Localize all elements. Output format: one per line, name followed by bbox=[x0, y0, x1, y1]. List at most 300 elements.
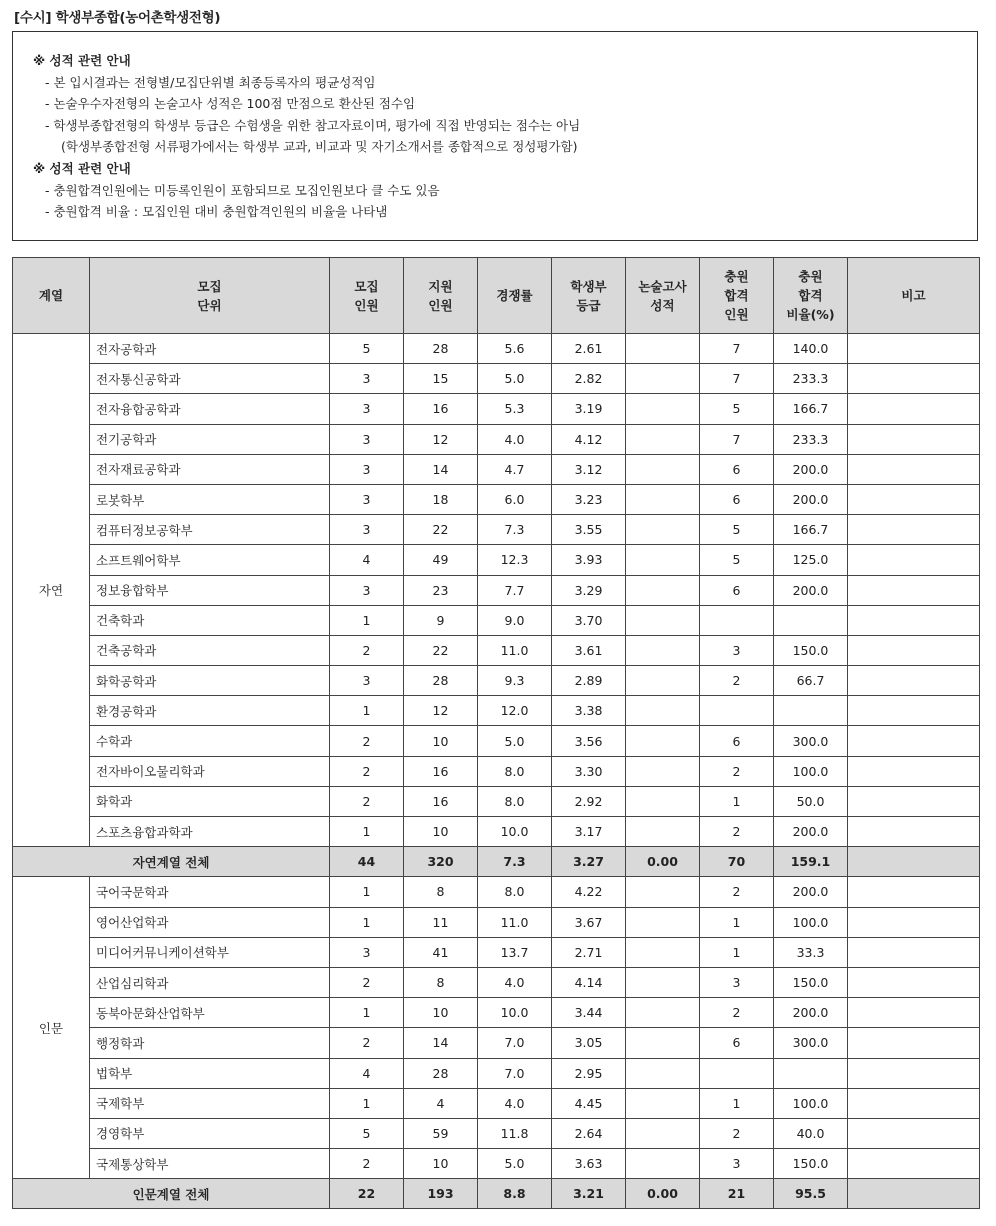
data-cell: 14 bbox=[404, 454, 478, 484]
total-cell: 320 bbox=[404, 847, 478, 877]
data-cell: 100.0 bbox=[774, 1088, 848, 1118]
data-cell: 2 bbox=[700, 998, 774, 1028]
data-cell: 200.0 bbox=[774, 454, 848, 484]
total-cell: 8.8 bbox=[478, 1179, 552, 1209]
data-cell: 2 bbox=[330, 635, 404, 665]
data-cell bbox=[626, 1149, 700, 1179]
data-cell bbox=[626, 786, 700, 816]
data-cell: 5 bbox=[700, 394, 774, 424]
data-cell: 7 bbox=[700, 364, 774, 394]
data-cell: 1 bbox=[330, 605, 404, 635]
department-name: 환경공학과 bbox=[90, 696, 330, 726]
data-cell: 100.0 bbox=[774, 756, 848, 786]
data-cell bbox=[848, 998, 980, 1028]
data-cell: 11 bbox=[404, 907, 478, 937]
data-cell: 4.7 bbox=[478, 454, 552, 484]
data-cell: 2 bbox=[330, 756, 404, 786]
department-name: 화학공학과 bbox=[90, 666, 330, 696]
notes-heading: ※ 성적 관련 안내 bbox=[33, 160, 131, 176]
data-cell: 5.0 bbox=[478, 1149, 552, 1179]
data-cell: 3.19 bbox=[552, 394, 626, 424]
data-cell bbox=[848, 666, 980, 696]
data-cell: 200.0 bbox=[774, 575, 848, 605]
data-cell bbox=[626, 666, 700, 696]
data-cell: 4 bbox=[330, 1058, 404, 1088]
notes-item: - 충원합격인원에는 미등록인원이 포함되므로 모집인원보다 클 수도 있음 bbox=[45, 182, 440, 198]
data-cell: 3.44 bbox=[552, 998, 626, 1028]
total-label: 인문계열 전체 bbox=[13, 1179, 330, 1209]
data-cell: 28 bbox=[404, 1058, 478, 1088]
data-cell bbox=[848, 454, 980, 484]
data-cell: 300.0 bbox=[774, 726, 848, 756]
group-label: 자연 bbox=[13, 334, 90, 847]
column-header: 지원 인원 bbox=[404, 258, 478, 334]
total-cell: 95.5 bbox=[774, 1179, 848, 1209]
data-cell: 10 bbox=[404, 726, 478, 756]
data-cell bbox=[626, 605, 700, 635]
table-row bbox=[13, 545, 980, 575]
total-cell: 22 bbox=[330, 1179, 404, 1209]
total-cell: 3.27 bbox=[552, 847, 626, 877]
data-cell bbox=[848, 605, 980, 635]
table-row bbox=[13, 1149, 980, 1179]
total-row bbox=[13, 1179, 980, 1209]
data-cell bbox=[626, 454, 700, 484]
department-name: 수학과 bbox=[90, 726, 330, 756]
total-cell: 0.00 bbox=[626, 1179, 700, 1209]
total-label: 자연계열 전체 bbox=[13, 847, 330, 877]
data-cell: 13.7 bbox=[478, 937, 552, 967]
data-cell bbox=[848, 1118, 980, 1148]
data-cell: 22 bbox=[404, 635, 478, 665]
department-name: 건축공학과 bbox=[90, 635, 330, 665]
data-cell: 150.0 bbox=[774, 1149, 848, 1179]
total-cell bbox=[848, 847, 980, 877]
table-row bbox=[13, 394, 980, 424]
data-cell: 7.7 bbox=[478, 575, 552, 605]
table-row bbox=[13, 424, 980, 454]
data-cell: 3.61 bbox=[552, 635, 626, 665]
data-cell: 8.0 bbox=[478, 877, 552, 907]
data-cell: 11.0 bbox=[478, 635, 552, 665]
table-row bbox=[13, 454, 980, 484]
data-cell: 3.67 bbox=[552, 907, 626, 937]
department-name: 전자재료공학과 bbox=[90, 454, 330, 484]
data-cell: 125.0 bbox=[774, 545, 848, 575]
data-cell bbox=[626, 575, 700, 605]
data-cell bbox=[848, 1028, 980, 1058]
total-cell bbox=[848, 1179, 980, 1209]
column-header: 모집 인원 bbox=[330, 258, 404, 334]
department-name: 소프트웨어학부 bbox=[90, 545, 330, 575]
data-cell: 9.0 bbox=[478, 605, 552, 635]
data-cell: 7 bbox=[700, 424, 774, 454]
notes-heading: ※ 성적 관련 안내 bbox=[33, 53, 131, 68]
data-cell bbox=[626, 937, 700, 967]
data-cell bbox=[848, 877, 980, 907]
table-row bbox=[13, 484, 980, 514]
data-cell: 2.95 bbox=[552, 1058, 626, 1088]
data-cell: 12.0 bbox=[478, 696, 552, 726]
department-name: 화학과 bbox=[90, 786, 330, 816]
data-cell bbox=[626, 696, 700, 726]
department-name: 건축학과 bbox=[90, 605, 330, 635]
table-row bbox=[13, 877, 980, 907]
table-row bbox=[13, 334, 980, 364]
data-cell: 2.61 bbox=[552, 334, 626, 364]
data-cell: 3 bbox=[330, 424, 404, 454]
data-cell bbox=[848, 575, 980, 605]
data-cell: 140.0 bbox=[774, 334, 848, 364]
data-cell: 22 bbox=[404, 515, 478, 545]
data-cell: 3 bbox=[700, 1149, 774, 1179]
column-header: 계열 bbox=[13, 258, 90, 334]
table-row bbox=[13, 1058, 980, 1088]
data-cell bbox=[626, 1088, 700, 1118]
data-cell: 2.71 bbox=[552, 937, 626, 967]
data-cell: 5 bbox=[700, 515, 774, 545]
data-cell: 2 bbox=[330, 726, 404, 756]
data-cell: 3 bbox=[330, 454, 404, 484]
column-header: 충원 합격 비율(%) bbox=[774, 258, 848, 334]
data-cell bbox=[626, 907, 700, 937]
data-cell: 150.0 bbox=[774, 967, 848, 997]
data-cell: 2 bbox=[700, 666, 774, 696]
data-cell: 14 bbox=[404, 1028, 478, 1058]
total-row bbox=[13, 847, 980, 877]
data-cell: 1 bbox=[330, 696, 404, 726]
data-cell bbox=[848, 756, 980, 786]
department-name: 산업심리학과 bbox=[90, 967, 330, 997]
total-cell: 44 bbox=[330, 847, 404, 877]
department-name: 법학부 bbox=[90, 1058, 330, 1088]
data-cell: 5.0 bbox=[478, 364, 552, 394]
department-name: 전자공학과 bbox=[90, 334, 330, 364]
data-cell bbox=[626, 1118, 700, 1148]
data-cell bbox=[848, 1149, 980, 1179]
data-cell: 3 bbox=[700, 967, 774, 997]
data-cell bbox=[848, 1058, 980, 1088]
department-name: 동북아문화산업학부 bbox=[90, 998, 330, 1028]
data-cell: 4.14 bbox=[552, 967, 626, 997]
data-cell bbox=[626, 424, 700, 454]
table-row bbox=[13, 1088, 980, 1118]
data-cell: 5 bbox=[700, 545, 774, 575]
data-cell: 2 bbox=[330, 1028, 404, 1058]
data-cell: 10 bbox=[404, 1149, 478, 1179]
data-cell: 2 bbox=[700, 756, 774, 786]
table-row bbox=[13, 907, 980, 937]
table-row bbox=[13, 998, 980, 1028]
notes-item: - 충원합격 비율 : 모집인원 대비 충원합격인원의 비율을 나타냄 bbox=[45, 204, 388, 220]
data-cell: 6 bbox=[700, 575, 774, 605]
data-cell: 2 bbox=[700, 817, 774, 847]
data-cell: 7.0 bbox=[478, 1058, 552, 1088]
total-cell: 3.21 bbox=[552, 1179, 626, 1209]
data-cell: 11.0 bbox=[478, 907, 552, 937]
data-cell bbox=[848, 696, 980, 726]
data-cell: 3.70 bbox=[552, 605, 626, 635]
data-cell: 6 bbox=[700, 484, 774, 514]
data-cell bbox=[626, 817, 700, 847]
data-cell: 49 bbox=[404, 545, 478, 575]
data-cell: 150.0 bbox=[774, 635, 848, 665]
data-cell: 8.0 bbox=[478, 786, 552, 816]
data-cell: 200.0 bbox=[774, 877, 848, 907]
data-cell: 5.0 bbox=[478, 726, 552, 756]
data-cell: 59 bbox=[404, 1118, 478, 1148]
data-cell: 33.3 bbox=[774, 937, 848, 967]
table-row bbox=[13, 696, 980, 726]
data-cell: 3.12 bbox=[552, 454, 626, 484]
data-cell: 1 bbox=[700, 907, 774, 937]
data-cell: 233.3 bbox=[774, 424, 848, 454]
data-cell: 23 bbox=[404, 575, 478, 605]
department-name: 미디어커뮤니케이션학부 bbox=[90, 937, 330, 967]
data-cell: 7.0 bbox=[478, 1028, 552, 1058]
total-cell: 193 bbox=[404, 1179, 478, 1209]
total-cell: 159.1 bbox=[774, 847, 848, 877]
data-cell: 3 bbox=[330, 394, 404, 424]
data-cell: 2 bbox=[330, 786, 404, 816]
data-cell bbox=[700, 605, 774, 635]
data-cell: 9 bbox=[404, 605, 478, 635]
data-cell bbox=[848, 394, 980, 424]
data-cell: 3.29 bbox=[552, 575, 626, 605]
data-cell: 3 bbox=[330, 515, 404, 545]
data-cell: 11.8 bbox=[478, 1118, 552, 1148]
department-name: 영어산업학과 bbox=[90, 907, 330, 937]
data-cell: 12.3 bbox=[478, 545, 552, 575]
department-name: 전기공학과 bbox=[90, 424, 330, 454]
data-cell: 4.45 bbox=[552, 1088, 626, 1118]
data-cell: 10.0 bbox=[478, 817, 552, 847]
data-cell bbox=[774, 605, 848, 635]
department-name: 국어국문학과 bbox=[90, 877, 330, 907]
data-cell: 6.0 bbox=[478, 484, 552, 514]
data-cell: 3 bbox=[330, 484, 404, 514]
data-cell: 100.0 bbox=[774, 907, 848, 937]
department-name: 스포츠융합과학과 bbox=[90, 817, 330, 847]
data-cell bbox=[700, 1058, 774, 1088]
data-cell: 6 bbox=[700, 454, 774, 484]
data-cell bbox=[848, 967, 980, 997]
department-name: 로봇학부 bbox=[90, 484, 330, 514]
data-cell: 4.0 bbox=[478, 1088, 552, 1118]
column-header: 충원 합격 인원 bbox=[700, 258, 774, 334]
department-name: 전자바이오물리학과 bbox=[90, 756, 330, 786]
data-cell: 1 bbox=[330, 1088, 404, 1118]
table-row bbox=[13, 515, 980, 545]
table-row bbox=[13, 817, 980, 847]
data-cell: 300.0 bbox=[774, 1028, 848, 1058]
table-row bbox=[13, 575, 980, 605]
data-cell: 4 bbox=[330, 545, 404, 575]
data-cell: 1 bbox=[330, 998, 404, 1028]
data-cell: 1 bbox=[700, 937, 774, 967]
data-cell: 166.7 bbox=[774, 394, 848, 424]
data-cell bbox=[848, 545, 980, 575]
data-cell: 200.0 bbox=[774, 817, 848, 847]
data-cell bbox=[626, 545, 700, 575]
data-cell: 3 bbox=[330, 666, 404, 696]
data-cell: 40.0 bbox=[774, 1118, 848, 1148]
data-cell: 4.0 bbox=[478, 967, 552, 997]
data-cell bbox=[626, 515, 700, 545]
data-cell: 50.0 bbox=[774, 786, 848, 816]
table-row bbox=[13, 967, 980, 997]
data-cell: 18 bbox=[404, 484, 478, 514]
data-cell: 4.22 bbox=[552, 877, 626, 907]
data-cell bbox=[848, 937, 980, 967]
data-cell bbox=[626, 726, 700, 756]
total-cell: 70 bbox=[700, 847, 774, 877]
table-row bbox=[13, 635, 980, 665]
data-cell bbox=[848, 424, 980, 454]
group-label: 인문 bbox=[13, 877, 90, 1179]
data-cell: 16 bbox=[404, 756, 478, 786]
data-cell bbox=[848, 907, 980, 937]
data-cell bbox=[848, 364, 980, 394]
data-cell bbox=[626, 394, 700, 424]
data-cell: 1 bbox=[330, 877, 404, 907]
table-row bbox=[13, 364, 980, 394]
data-cell: 5.6 bbox=[478, 334, 552, 364]
data-cell: 3.38 bbox=[552, 696, 626, 726]
data-cell: 9.3 bbox=[478, 666, 552, 696]
data-cell bbox=[626, 998, 700, 1028]
data-cell: 3.55 bbox=[552, 515, 626, 545]
data-cell: 12 bbox=[404, 696, 478, 726]
data-cell: 1 bbox=[700, 786, 774, 816]
data-cell: 8 bbox=[404, 967, 478, 997]
data-cell: 8 bbox=[404, 877, 478, 907]
data-cell bbox=[626, 1058, 700, 1088]
data-cell bbox=[626, 484, 700, 514]
data-cell: 3.93 bbox=[552, 545, 626, 575]
data-cell bbox=[626, 334, 700, 364]
column-header: 비고 bbox=[848, 258, 980, 334]
data-cell: 3.05 bbox=[552, 1028, 626, 1058]
department-name: 정보융합학부 bbox=[90, 575, 330, 605]
data-cell bbox=[848, 334, 980, 364]
data-cell: 233.3 bbox=[774, 364, 848, 394]
notes-item: - 본 입시결과는 전형별/모집단위별 최종등록자의 평균성적임 bbox=[45, 74, 376, 90]
data-cell: 1 bbox=[700, 1088, 774, 1118]
column-header: 경쟁률 bbox=[478, 258, 552, 334]
column-header: 논술고사 성적 bbox=[626, 258, 700, 334]
data-cell bbox=[626, 1028, 700, 1058]
data-cell: 3 bbox=[330, 937, 404, 967]
data-cell: 2 bbox=[700, 877, 774, 907]
data-cell: 200.0 bbox=[774, 484, 848, 514]
department-name: 컴퓨터정보공학부 bbox=[90, 515, 330, 545]
data-cell: 12 bbox=[404, 424, 478, 454]
table-row bbox=[13, 605, 980, 635]
table-row bbox=[13, 1118, 980, 1148]
data-cell: 2 bbox=[330, 1149, 404, 1179]
data-cell bbox=[626, 635, 700, 665]
data-cell: 2 bbox=[700, 1118, 774, 1148]
data-cell bbox=[626, 756, 700, 786]
data-cell: 28 bbox=[404, 334, 478, 364]
data-cell: 7 bbox=[700, 334, 774, 364]
data-cell bbox=[848, 786, 980, 816]
department-name: 국제학부 bbox=[90, 1088, 330, 1118]
data-cell: 5 bbox=[330, 1118, 404, 1148]
data-cell: 3 bbox=[330, 575, 404, 605]
results-table bbox=[12, 257, 980, 1209]
data-cell: 3 bbox=[330, 364, 404, 394]
data-cell: 2.64 bbox=[552, 1118, 626, 1148]
data-cell: 3.63 bbox=[552, 1149, 626, 1179]
notes-item: - 논술우수자전형의 논술고사 성적은 100점 만점으로 환산된 점수임 bbox=[45, 96, 416, 112]
data-cell: 4.12 bbox=[552, 424, 626, 454]
data-cell: 3 bbox=[700, 635, 774, 665]
data-cell: 7.3 bbox=[478, 515, 552, 545]
data-cell: 5.3 bbox=[478, 394, 552, 424]
data-cell: 6 bbox=[700, 726, 774, 756]
notes-item: - 학생부종합전형의 학생부 등급은 수험생을 위한 참고자료이며, 평가에 직접 반영되는 점수는 아님 bbox=[45, 117, 581, 133]
data-cell: 1 bbox=[330, 907, 404, 937]
data-cell bbox=[626, 364, 700, 394]
column-header: 학생부 등급 bbox=[552, 258, 626, 334]
data-cell: 166.7 bbox=[774, 515, 848, 545]
data-cell: 3.56 bbox=[552, 726, 626, 756]
data-cell: 2 bbox=[330, 967, 404, 997]
department-name: 행정학과 bbox=[90, 1028, 330, 1058]
data-cell bbox=[848, 484, 980, 514]
data-cell: 3.23 bbox=[552, 484, 626, 514]
data-cell: 10 bbox=[404, 817, 478, 847]
table-row bbox=[13, 726, 980, 756]
header-row bbox=[13, 258, 980, 334]
data-cell: 16 bbox=[404, 394, 478, 424]
data-cell bbox=[848, 726, 980, 756]
department-name: 전자통신공학과 bbox=[90, 364, 330, 394]
notes-box bbox=[12, 31, 978, 241]
data-cell: 4.0 bbox=[478, 424, 552, 454]
table-row bbox=[13, 1028, 980, 1058]
data-cell: 2.82 bbox=[552, 364, 626, 394]
department-name: 전자융합공학과 bbox=[90, 394, 330, 424]
column-header: 모집 단위 bbox=[90, 258, 330, 334]
data-cell: 4 bbox=[404, 1088, 478, 1118]
total-cell: 21 bbox=[700, 1179, 774, 1209]
data-cell bbox=[848, 635, 980, 665]
data-cell bbox=[626, 877, 700, 907]
data-cell: 2.89 bbox=[552, 666, 626, 696]
department-name: 국제통상학부 bbox=[90, 1149, 330, 1179]
page-title: [수시] 학생부종합(농어촌학생전형) bbox=[14, 10, 221, 26]
data-cell bbox=[774, 696, 848, 726]
total-cell: 0.00 bbox=[626, 847, 700, 877]
data-cell: 6 bbox=[700, 1028, 774, 1058]
data-cell: 15 bbox=[404, 364, 478, 394]
table-row bbox=[13, 937, 980, 967]
data-cell: 3.17 bbox=[552, 817, 626, 847]
table-row bbox=[13, 786, 980, 816]
data-cell: 200.0 bbox=[774, 998, 848, 1028]
data-cell: 1 bbox=[330, 817, 404, 847]
data-cell bbox=[848, 817, 980, 847]
data-cell bbox=[626, 967, 700, 997]
table-row bbox=[13, 666, 980, 696]
data-cell bbox=[774, 1058, 848, 1088]
total-cell: 7.3 bbox=[478, 847, 552, 877]
data-cell bbox=[700, 696, 774, 726]
data-cell: 5 bbox=[330, 334, 404, 364]
